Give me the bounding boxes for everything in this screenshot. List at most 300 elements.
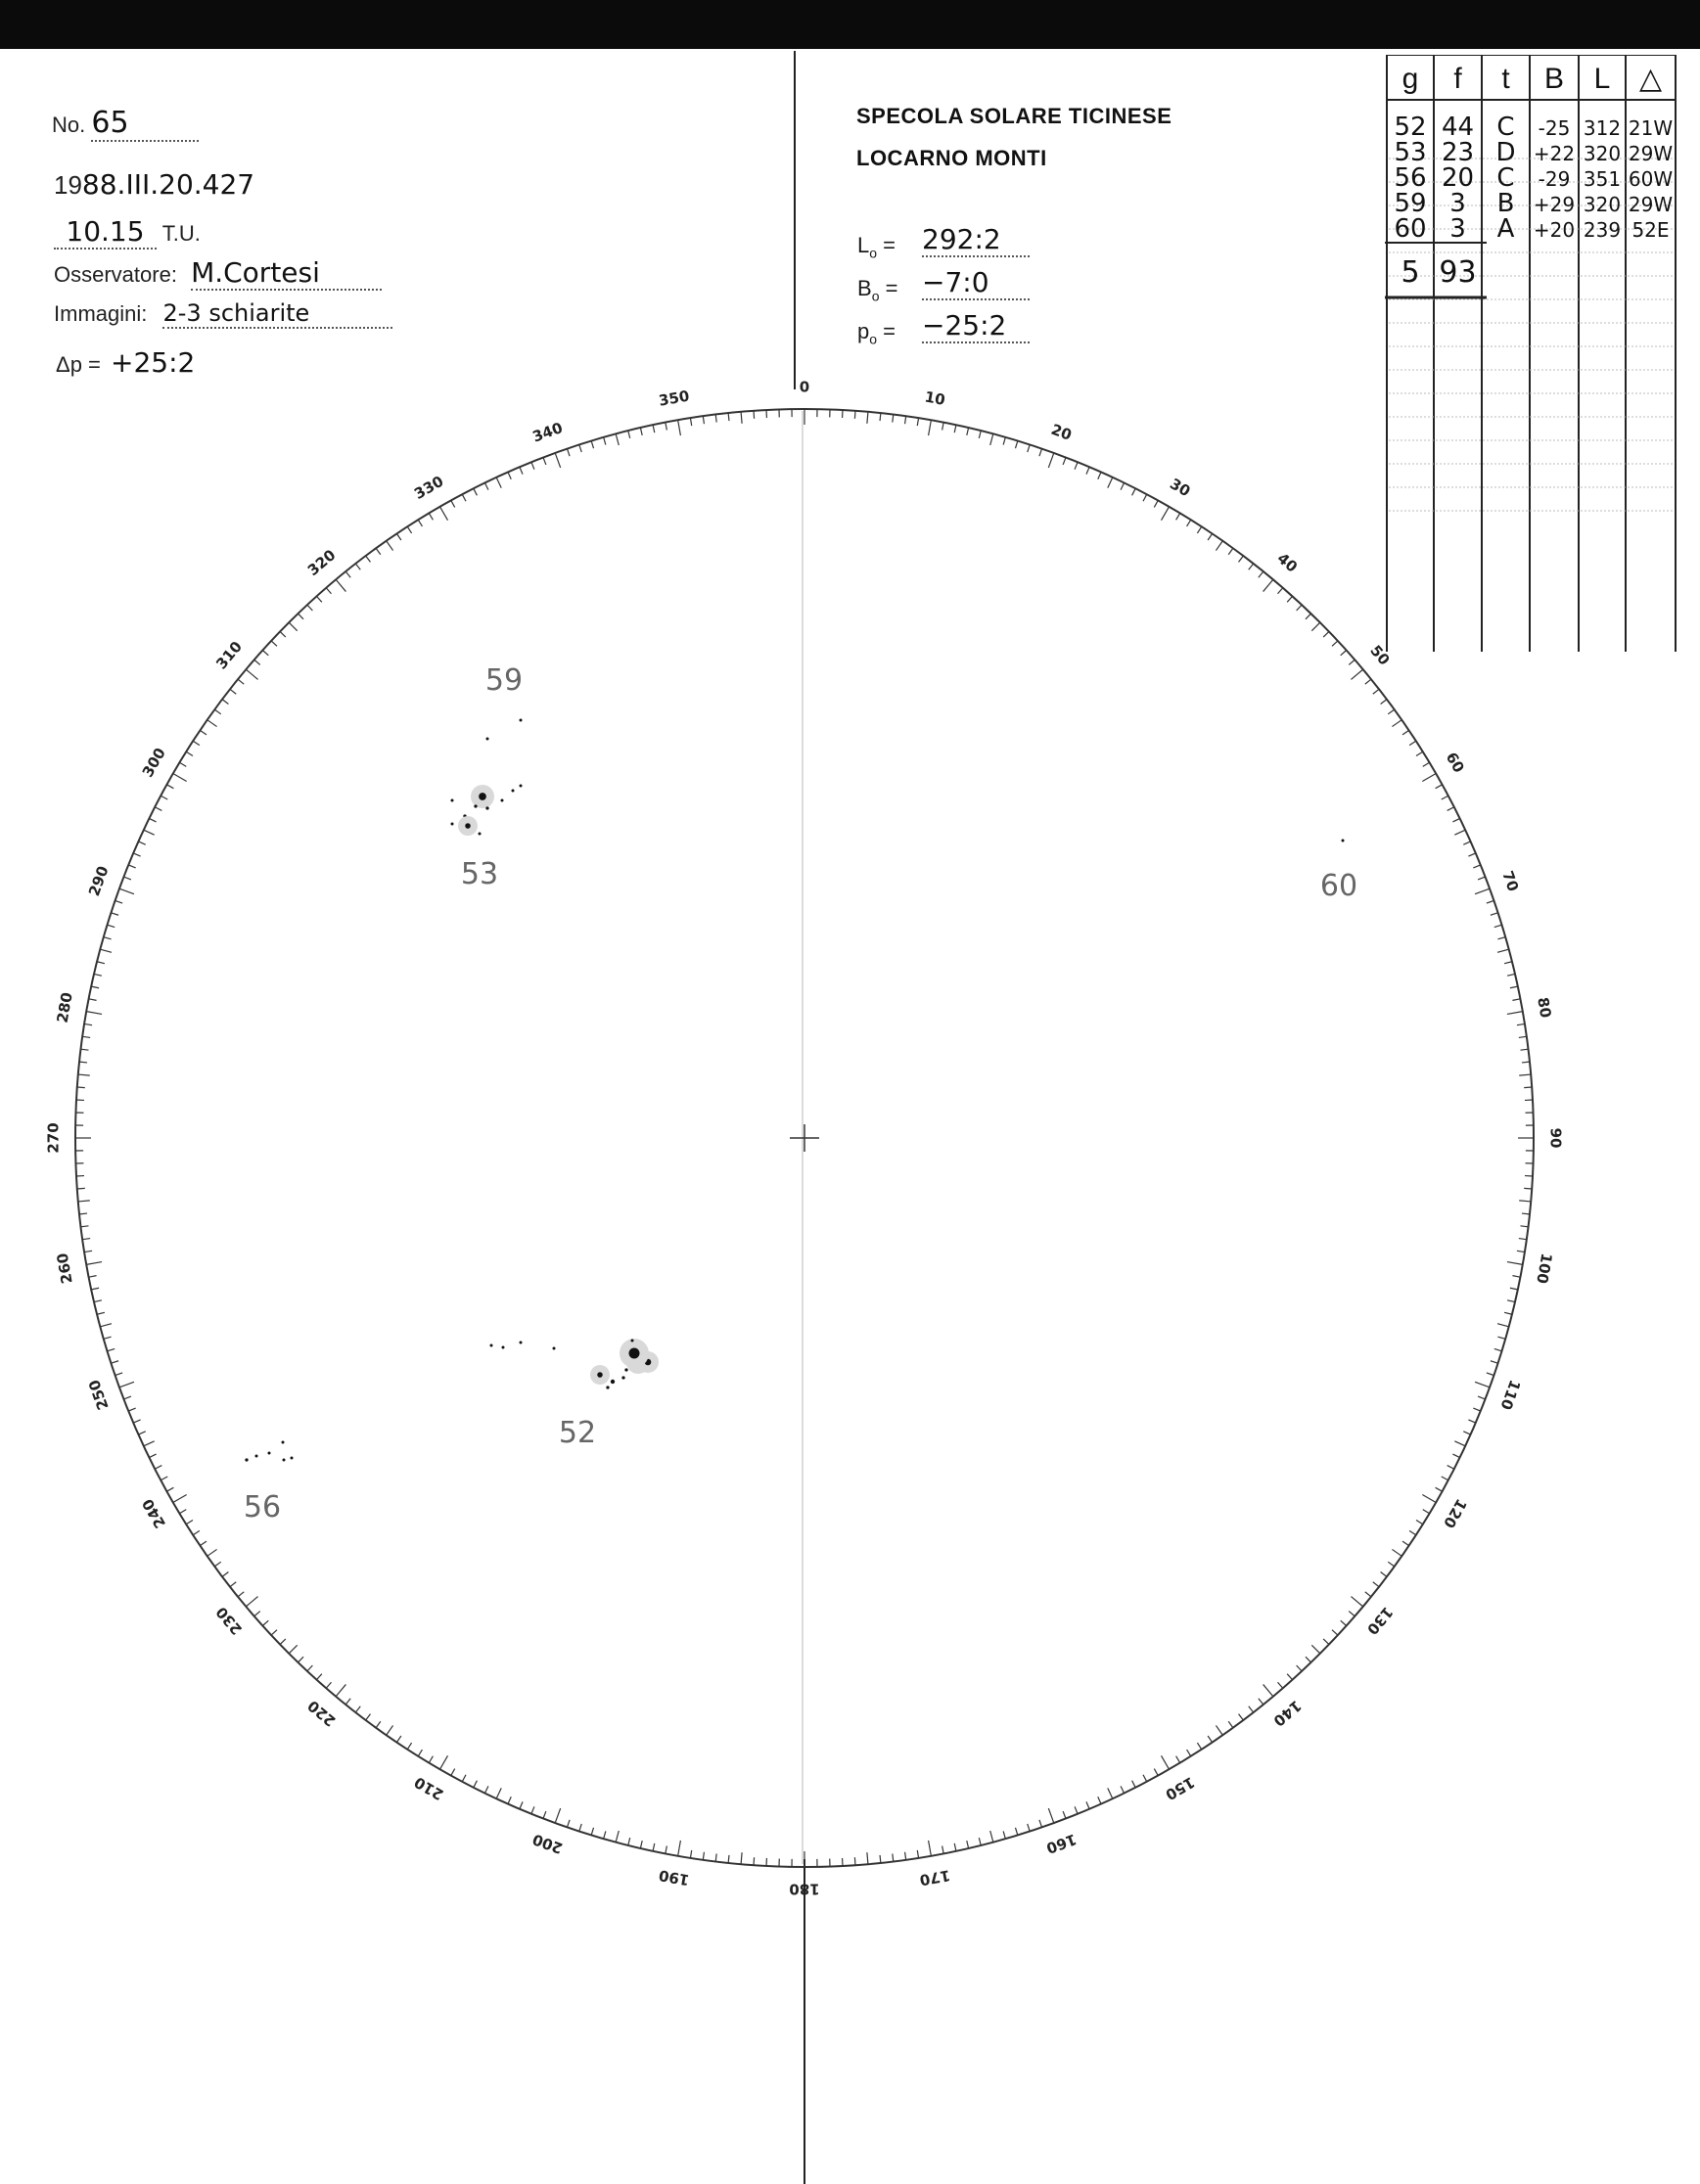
limb-tick bbox=[1239, 1714, 1244, 1720]
limb-tick bbox=[451, 500, 455, 507]
limb-tick bbox=[1264, 579, 1273, 591]
limb-tick bbox=[1452, 1454, 1459, 1458]
limb-tick bbox=[1121, 1786, 1125, 1793]
sheet-number-value: 65 bbox=[91, 106, 199, 142]
limb-tick bbox=[1468, 1420, 1475, 1423]
limb-tick bbox=[954, 425, 956, 432]
limb-tick bbox=[289, 622, 297, 630]
limb-tick bbox=[179, 762, 186, 766]
limb-tick bbox=[280, 1639, 286, 1645]
limb-tick bbox=[128, 1408, 135, 1411]
limb-tick bbox=[280, 631, 286, 637]
table-header-0: g bbox=[1401, 63, 1419, 95]
limb-tick bbox=[1259, 571, 1264, 577]
param-B0-sub: o bbox=[871, 288, 880, 304]
limb-tick bbox=[690, 418, 691, 426]
limb-tick bbox=[1297, 605, 1302, 611]
limb-tick bbox=[1216, 1725, 1222, 1735]
limb-tick bbox=[604, 1831, 606, 1839]
limb-tick bbox=[1507, 1262, 1523, 1265]
limb-tick bbox=[1311, 1645, 1319, 1653]
limb-tick bbox=[193, 1530, 200, 1534]
limb-tick bbox=[1259, 1699, 1264, 1705]
limb-tick bbox=[653, 1843, 655, 1851]
limb-tick bbox=[1349, 1612, 1355, 1616]
limb-tick bbox=[1264, 1684, 1273, 1696]
limb-tick bbox=[77, 1188, 85, 1189]
limb-tick bbox=[1519, 1201, 1531, 1202]
limb-tick bbox=[979, 1838, 981, 1845]
table-cell: C bbox=[1496, 163, 1515, 193]
limb-tick bbox=[1447, 807, 1454, 811]
limb-tick bbox=[1341, 650, 1347, 655]
limb-tick bbox=[1454, 1441, 1465, 1446]
limb-tick bbox=[678, 1841, 681, 1856]
param-B0-eq: = bbox=[885, 276, 898, 300]
limb-tick bbox=[214, 1562, 220, 1567]
limb-tick bbox=[1473, 1408, 1480, 1411]
table-cell: B bbox=[1496, 189, 1515, 218]
limb-tick bbox=[1521, 1049, 1529, 1050]
limb-tick bbox=[1478, 1396, 1485, 1399]
param-L0-label: L bbox=[857, 233, 870, 257]
limb-tick bbox=[484, 482, 488, 489]
sunspot bbox=[283, 1459, 286, 1462]
limb-tick bbox=[1143, 1775, 1147, 1782]
limb-tick bbox=[520, 1801, 523, 1808]
limb-tick bbox=[1519, 1036, 1527, 1037]
limb-tick bbox=[1491, 1361, 1498, 1363]
sheet-number-label: No. bbox=[52, 113, 86, 137]
limb-tick bbox=[929, 1841, 932, 1856]
scale-label-240: 240 bbox=[138, 1495, 169, 1531]
limb-tick bbox=[990, 1831, 993, 1843]
limb-tick bbox=[128, 865, 135, 868]
limb-tick bbox=[1208, 1736, 1212, 1743]
limb-tick bbox=[238, 1592, 244, 1597]
limb-tick bbox=[298, 1657, 303, 1662]
scale-label-220: 220 bbox=[303, 1696, 340, 1730]
scale-label-320: 320 bbox=[303, 546, 340, 580]
limb-tick bbox=[591, 441, 593, 449]
scale-label-20: 20 bbox=[1048, 420, 1075, 444]
limb-tick bbox=[1422, 1495, 1436, 1503]
limb-tick bbox=[1475, 888, 1490, 893]
scale-label-90: 90 bbox=[1546, 1127, 1565, 1149]
param-p0-eq: = bbox=[883, 319, 896, 343]
limb-tick bbox=[1048, 1808, 1053, 1823]
limb-tick bbox=[1297, 1665, 1302, 1671]
limb-tick bbox=[155, 1466, 161, 1470]
table-cell: 3 bbox=[1449, 214, 1466, 244]
limb-tick bbox=[1381, 700, 1387, 705]
limb-tick bbox=[119, 888, 134, 893]
param-L0-value: 292:2 bbox=[922, 223, 1030, 257]
limb-tick bbox=[138, 1432, 145, 1434]
limb-tick bbox=[1278, 588, 1283, 594]
limb-tick bbox=[345, 1699, 350, 1705]
limb-tick bbox=[979, 431, 981, 438]
table-header-1: f bbox=[1453, 63, 1462, 95]
param-B0-label: B bbox=[857, 276, 872, 300]
limb-tick bbox=[462, 494, 466, 501]
limb-tick bbox=[111, 1361, 118, 1363]
scale-label-350: 350 bbox=[657, 387, 691, 410]
limb-tick bbox=[567, 1820, 570, 1828]
limb-tick bbox=[1381, 1572, 1387, 1577]
limb-tick bbox=[207, 720, 217, 727]
limb-tick bbox=[484, 1786, 488, 1793]
scale-label-290: 290 bbox=[84, 863, 113, 899]
time-unit: T.U. bbox=[161, 221, 201, 246]
param-B0-value: −7:0 bbox=[922, 266, 1030, 300]
limb-tick bbox=[1512, 1276, 1520, 1278]
sunspot bbox=[520, 1342, 523, 1344]
limb-tick bbox=[78, 1074, 90, 1075]
limb-tick bbox=[254, 1612, 260, 1616]
sunspot bbox=[606, 1386, 609, 1388]
limb-tick bbox=[214, 709, 220, 714]
observer-value: M.Cortesi bbox=[191, 256, 382, 291]
table-cell: 351 bbox=[1583, 167, 1622, 191]
table-cell: 53 bbox=[1394, 138, 1427, 167]
limb-tick bbox=[396, 533, 400, 540]
param-p0-label: p bbox=[857, 319, 870, 343]
limb-tick bbox=[1075, 462, 1078, 469]
limb-tick bbox=[967, 428, 969, 435]
sunspot bbox=[621, 1376, 624, 1379]
limb-tick bbox=[97, 962, 105, 964]
limb-tick bbox=[579, 444, 581, 452]
limb-tick bbox=[376, 1721, 381, 1727]
limb-tick bbox=[880, 413, 881, 421]
limb-tick bbox=[376, 548, 381, 554]
limb-tick bbox=[1028, 444, 1030, 452]
scale-label-70: 70 bbox=[1498, 868, 1523, 894]
limb-tick bbox=[138, 842, 145, 844]
limb-tick bbox=[100, 1324, 112, 1327]
limb-tick bbox=[149, 818, 156, 822]
limb-tick bbox=[1409, 741, 1416, 745]
limb-tick bbox=[1086, 1801, 1089, 1808]
limb-tick bbox=[703, 416, 704, 424]
table-cell: 3 bbox=[1449, 189, 1466, 218]
limb-tick bbox=[1015, 1828, 1017, 1836]
limb-tick bbox=[387, 1725, 393, 1735]
limb-tick bbox=[1504, 962, 1512, 964]
limb-tick bbox=[1028, 1824, 1030, 1832]
limb-tick bbox=[81, 1226, 89, 1227]
limb-tick bbox=[1108, 478, 1113, 488]
sunspot bbox=[291, 1457, 294, 1460]
limb-tick bbox=[186, 1521, 193, 1524]
limb-tick bbox=[316, 1674, 321, 1680]
table-cell: 29W bbox=[1628, 142, 1674, 165]
sunspot bbox=[520, 785, 523, 788]
limb-tick bbox=[222, 1572, 228, 1577]
limb-tick bbox=[1522, 1213, 1530, 1214]
limb-tick bbox=[728, 1855, 729, 1863]
sunspot bbox=[485, 806, 488, 809]
limb-tick bbox=[81, 1049, 89, 1050]
limb-tick bbox=[104, 1337, 112, 1339]
limb-tick bbox=[104, 937, 112, 939]
scale-label-260: 260 bbox=[53, 1251, 76, 1286]
limb-tick bbox=[1510, 986, 1518, 988]
limb-tick bbox=[555, 1808, 560, 1823]
limb-tick bbox=[82, 1239, 90, 1240]
limb-tick bbox=[123, 1396, 130, 1399]
limb-tick bbox=[1075, 1806, 1078, 1813]
limb-tick bbox=[271, 1630, 277, 1635]
limb-tick bbox=[144, 1441, 155, 1446]
limb-tick bbox=[867, 412, 868, 424]
limb-tick bbox=[173, 774, 187, 782]
scale-label-160: 160 bbox=[1043, 1830, 1080, 1858]
scale-label-270: 270 bbox=[44, 1122, 63, 1154]
scale-label-130: 130 bbox=[1362, 1603, 1397, 1639]
limb-tick bbox=[666, 1845, 667, 1853]
param-L0-sub: o bbox=[869, 245, 878, 261]
sunspot bbox=[486, 738, 489, 741]
limb-tick bbox=[246, 1597, 257, 1607]
limb-tick bbox=[336, 579, 345, 591]
limb-tick bbox=[1522, 1062, 1530, 1063]
scale-label-80: 80 bbox=[1534, 995, 1555, 1020]
limb-tick bbox=[108, 1348, 115, 1350]
limb-tick bbox=[555, 453, 560, 468]
limb-tick bbox=[1108, 1788, 1113, 1798]
sunspot-group-52 bbox=[490, 1339, 660, 1389]
limb-tick bbox=[1143, 494, 1147, 501]
sunspot bbox=[597, 1372, 603, 1378]
limb-tick bbox=[1521, 1226, 1529, 1227]
limb-tick bbox=[967, 1841, 969, 1848]
limb-tick bbox=[854, 411, 855, 419]
sunspot-group-56 bbox=[245, 1441, 293, 1462]
limb-tick bbox=[155, 807, 161, 811]
limb-tick bbox=[1442, 1477, 1448, 1480]
group-label-56: 56 bbox=[243, 1490, 282, 1524]
limb-tick bbox=[741, 412, 742, 424]
limb-tick bbox=[1365, 1592, 1371, 1597]
limb-tick bbox=[366, 1714, 371, 1720]
sunspot bbox=[624, 1368, 627, 1371]
limb-tick bbox=[1278, 1682, 1283, 1688]
limb-tick bbox=[1494, 925, 1502, 927]
limb-tick bbox=[690, 1850, 691, 1858]
limb-tick bbox=[115, 1373, 123, 1376]
limb-tick bbox=[1039, 449, 1042, 457]
limb-tick bbox=[703, 1852, 704, 1860]
limb-tick bbox=[254, 660, 260, 664]
scale-label-30: 30 bbox=[1167, 475, 1194, 501]
limb-tick bbox=[1524, 1087, 1532, 1088]
table-cell: 44 bbox=[1441, 113, 1475, 142]
limb-tick bbox=[298, 614, 303, 619]
table-cell: 59 bbox=[1394, 189, 1427, 218]
limb-tick bbox=[91, 1288, 99, 1290]
time-value: 10.15 bbox=[54, 215, 157, 250]
limb-tick bbox=[246, 669, 257, 679]
limb-tick bbox=[1463, 842, 1470, 844]
limb-tick bbox=[89, 999, 97, 1001]
scale-label-210: 210 bbox=[411, 1773, 447, 1804]
limb-tick bbox=[418, 520, 422, 526]
limb-tick bbox=[1098, 1797, 1101, 1803]
limb-tick bbox=[108, 925, 115, 927]
limb-tick bbox=[77, 1087, 85, 1088]
limb-tick bbox=[954, 1843, 956, 1851]
table-cell: +29 bbox=[1533, 193, 1576, 216]
limb-tick bbox=[1208, 533, 1212, 540]
limb-tick bbox=[1416, 751, 1423, 755]
observer-label: Osservatore: bbox=[54, 262, 177, 287]
limb-tick bbox=[451, 1769, 455, 1776]
limb-tick bbox=[119, 1382, 134, 1387]
sunspot bbox=[451, 799, 454, 802]
limb-tick bbox=[1306, 1657, 1311, 1662]
table-header-3: B bbox=[1543, 63, 1565, 95]
date-value: 88.III.20.427 bbox=[81, 168, 255, 201]
scale-label-340: 340 bbox=[529, 418, 566, 446]
limb-tick bbox=[161, 1477, 167, 1480]
limb-tick bbox=[1323, 631, 1329, 637]
date-prefix: 19 bbox=[54, 170, 82, 200]
limb-tick bbox=[1512, 999, 1520, 1001]
limb-tick bbox=[474, 1781, 478, 1788]
limb-tick bbox=[1510, 1288, 1518, 1290]
table-cell: 320 bbox=[1583, 193, 1622, 216]
limb-tick bbox=[1507, 1300, 1515, 1302]
limb-tick bbox=[1086, 467, 1089, 474]
limb-tick bbox=[149, 1454, 156, 1458]
limb-tick bbox=[262, 650, 268, 655]
limb-tick bbox=[1454, 830, 1465, 835]
limb-tick bbox=[628, 431, 630, 438]
limb-tick bbox=[366, 556, 371, 562]
sunspot bbox=[629, 1348, 640, 1359]
limb-tick bbox=[591, 1828, 593, 1836]
limb-tick bbox=[307, 1665, 312, 1671]
limb-tick bbox=[1306, 614, 1311, 619]
limb-tick bbox=[230, 1582, 236, 1587]
limb-tick bbox=[1187, 1750, 1191, 1756]
limb-tick bbox=[161, 796, 167, 799]
table-cell: C bbox=[1496, 113, 1515, 142]
scale-label-280: 280 bbox=[53, 990, 76, 1024]
limb-tick bbox=[1507, 974, 1515, 976]
limb-tick bbox=[1063, 1811, 1066, 1818]
limb-tick bbox=[653, 425, 655, 432]
sunspot bbox=[501, 799, 504, 802]
table-header-5: △ bbox=[1638, 63, 1663, 95]
scale-label-140: 140 bbox=[1269, 1696, 1306, 1730]
scale-label-110: 110 bbox=[1496, 1377, 1525, 1413]
sunspot-group-59 bbox=[486, 719, 523, 741]
limb-tick bbox=[508, 472, 511, 478]
limb-tick bbox=[893, 415, 894, 423]
limb-tick bbox=[238, 679, 244, 684]
limb-tick bbox=[1249, 1706, 1254, 1712]
limb-tick bbox=[1507, 1012, 1523, 1015]
limb-tick bbox=[854, 1857, 855, 1865]
limb-tick bbox=[207, 1549, 217, 1556]
table-cell: 52 bbox=[1394, 113, 1427, 142]
sunspot bbox=[1342, 840, 1345, 842]
param-L0-eq: = bbox=[883, 233, 896, 257]
limb-tick bbox=[543, 1811, 546, 1818]
limb-tick bbox=[1423, 762, 1430, 766]
limb-tick bbox=[1287, 1674, 1292, 1680]
limb-tick bbox=[917, 418, 918, 426]
limb-tick bbox=[186, 751, 193, 755]
sunspot bbox=[479, 793, 486, 800]
sunspot bbox=[268, 1452, 271, 1455]
scale-label-100: 100 bbox=[1533, 1251, 1556, 1286]
limb-tick bbox=[326, 1682, 331, 1688]
table-cell: -25 bbox=[1538, 116, 1571, 140]
limb-tick bbox=[1228, 548, 1233, 554]
table-cell: 312 bbox=[1583, 116, 1622, 140]
limb-tick bbox=[166, 1487, 173, 1491]
table-cell: 21W bbox=[1628, 116, 1674, 140]
delta-p-value: +25:2 bbox=[111, 346, 196, 379]
limb-tick bbox=[1015, 441, 1017, 449]
limb-tick bbox=[222, 700, 228, 705]
limb-tick bbox=[123, 877, 130, 880]
table-cell: 320 bbox=[1583, 142, 1622, 165]
limb-tick bbox=[520, 467, 523, 474]
limb-tick bbox=[79, 1213, 87, 1214]
table-cell: 239 bbox=[1583, 218, 1622, 242]
table-cell: 29W bbox=[1628, 193, 1674, 216]
limb-tick bbox=[1332, 641, 1338, 646]
limb-tick bbox=[1524, 1188, 1532, 1189]
scale-label-150: 150 bbox=[1162, 1773, 1198, 1804]
scale-label-250: 250 bbox=[84, 1377, 113, 1413]
limb-tick bbox=[616, 1831, 619, 1843]
limb-tick bbox=[1176, 513, 1180, 520]
limb-tick bbox=[1197, 526, 1201, 533]
limb-tick bbox=[1491, 913, 1498, 915]
limb-tick bbox=[640, 1841, 642, 1848]
scale-label-50: 50 bbox=[1366, 641, 1394, 669]
delta-p-label: Δp = bbox=[56, 352, 101, 377]
sunspot bbox=[465, 823, 471, 829]
limb-tick bbox=[78, 1201, 90, 1202]
limb-tick bbox=[1154, 500, 1158, 507]
limb-tick bbox=[133, 1420, 140, 1423]
scale-label-120: 120 bbox=[1440, 1495, 1471, 1531]
param-p0-sub: o bbox=[869, 331, 878, 347]
limb-tick bbox=[316, 596, 321, 602]
limb-tick bbox=[1187, 520, 1191, 526]
limb-tick bbox=[1373, 1582, 1379, 1587]
table-total-1: 93 bbox=[1439, 255, 1477, 290]
limb-tick bbox=[355, 1706, 360, 1712]
images-label: Immagini: bbox=[54, 301, 148, 326]
scale-label-310: 310 bbox=[212, 637, 247, 673]
table-header-4: L bbox=[1593, 63, 1611, 95]
limb-tick bbox=[462, 1775, 466, 1782]
sunspot bbox=[479, 833, 482, 836]
limb-tick bbox=[990, 433, 993, 445]
limb-tick bbox=[917, 1850, 918, 1858]
limb-tick bbox=[1388, 709, 1394, 714]
limb-tick bbox=[1249, 564, 1254, 569]
limb-tick bbox=[1487, 1373, 1494, 1376]
